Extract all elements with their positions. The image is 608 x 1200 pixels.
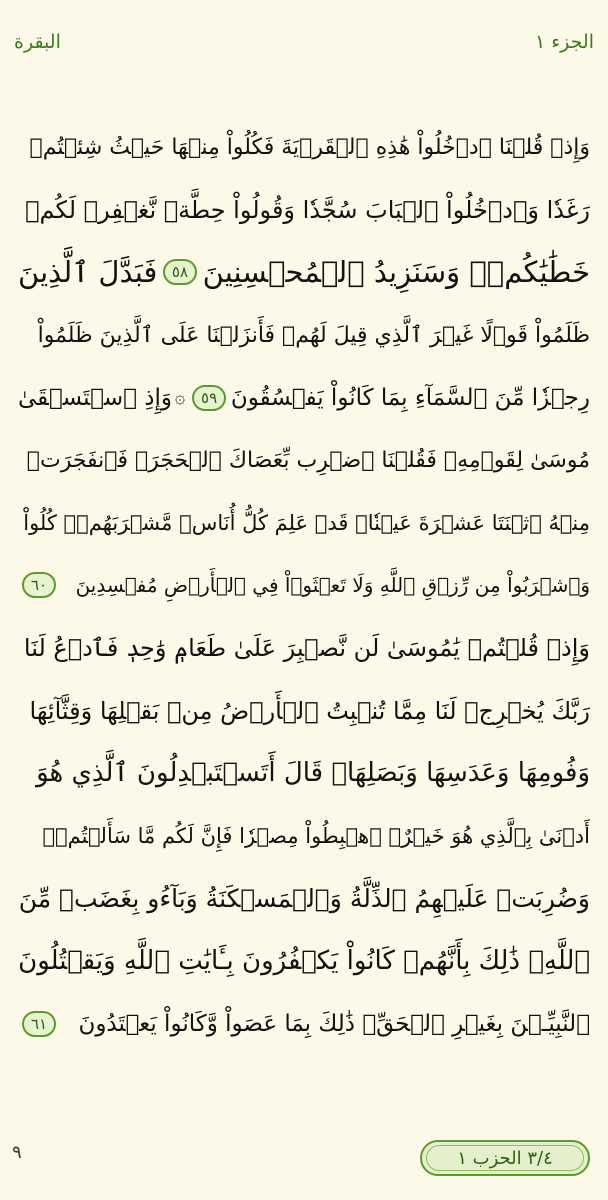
verse-text: مُوسَىٰ لِقَوۡمِهِۦ فَقُلۡنَا ٱضۡرِب بِّعَصَاكَ ٱلۡحَجَرَۖ فَٱنفَجَرَتۡ bbox=[26, 447, 590, 473]
verse-text: رَغَدٗا وَٱدۡخُلُواْ ٱلۡبَابَ سُجَّدٗا وَقُولُواْ حِطَّةٞ نَّغۡفِرۡ لَكُمۡ bbox=[25, 195, 590, 224]
ayah-number-marker: ٦١ bbox=[22, 1011, 56, 1037]
ayah-number-marker: ٥٩ bbox=[192, 385, 226, 411]
ayah-number-marker: ٦٠ bbox=[22, 572, 56, 598]
verse-text: ٱلنَّبِيِّـۧنَ بِغَيۡرِ ٱلۡحَقِّۗ ذَٰلِكَ بِمَا عَصَواْ وَّكَانُواْ يَعۡتَدُونَ bbox=[78, 1010, 590, 1037]
verse-text: مِنۡهُ ٱثۡنَتَا عَشۡرَةَ عَيۡنٗاۖ قَدۡ عَلِمَ كُلُّ أُنَاسٖ مَّشۡرَبَهُمۡۖ كُلُواْ bbox=[23, 510, 590, 535]
verse-text: وَٱشۡرَبُواْ مِن رِّزۡقِ ٱللَّهِ وَلَا تَعۡثَوۡاْ فِي ٱلۡأَرۡضِ مُفۡسِدِينَ bbox=[75, 573, 590, 598]
verse-text: أَدۡنَىٰ بِٱلَّذِي هُوَ خَيۡرٌۚ ٱهۡبِطُواْ مِصۡرٗا فَإِنَّ لَكُم مَّا سَأَلۡتُمۡۗ bbox=[42, 823, 590, 848]
verse-line bbox=[18, 492, 590, 555]
verse-line bbox=[18, 366, 590, 429]
verse-text: وَضُرِبَتۡ عَلَيۡهِمُ ٱلذِّلَّةُ وَٱلۡمَسۡكَنَةُ وَبَآءُو بِغَضَبٖ مِّنَ bbox=[18, 883, 590, 913]
verse-text: ٱللَّهِۗ ذَٰلِكَ بِأَنَّهُمۡ كَانُواْ يَكۡفُرُونَ بِـَٔايَٰتِ ٱللَّهِ وَيَقۡتُلُونَ bbox=[18, 946, 590, 977]
verse-line bbox=[18, 930, 590, 993]
page-number: ٩ bbox=[12, 1142, 22, 1163]
verse-text: وَإِذِ ٱسۡتَسۡقَىٰ bbox=[18, 384, 173, 411]
surah-name: البقرة bbox=[14, 31, 61, 53]
verse-line bbox=[18, 992, 590, 1055]
verse-line bbox=[18, 304, 590, 367]
hizb-marker bbox=[420, 1140, 590, 1176]
verse-text: رَبَّكَ يُخۡرِجۡ لَنَا مِمَّا تُنۢبِتُ ٱلۡأَرۡضُ مِنۢ بَقۡلِهَا وَقِثَّآئِهَا bbox=[29, 696, 590, 725]
verse-line bbox=[18, 867, 590, 930]
verse-text: وَإِذۡ قُلۡتُمۡ يَٰمُوسَىٰ لَن نَّصۡبِرَ عَلَىٰ طَعَامٖ وَٰحِدٖ فَٱدۡعُ لَنَا bbox=[23, 634, 590, 663]
verse-text: فَبَدَّلَ ٱلَّذِينَ bbox=[18, 255, 158, 290]
verse-lines bbox=[18, 116, 590, 1055]
verse-line bbox=[18, 679, 590, 742]
verse-line bbox=[18, 805, 590, 868]
verse-line bbox=[18, 742, 590, 805]
verse-text: وَإِذۡ قُلۡنَا ٱدۡخُلُواْ هَٰذِهِ ٱلۡقَرۡيَةَ فَكُلُواْ مِنۡهَا حَيۡثُ شِئۡتُمۡ bbox=[29, 134, 590, 160]
verse-line bbox=[18, 429, 590, 492]
ayah-number-marker: ٥٨ bbox=[163, 259, 197, 285]
verse-text: رِجۡزٗا مِّنَ ٱلسَّمَآءِ بِمَا كَانُواْ يَفۡسُقُونَ bbox=[230, 384, 590, 411]
verse-text: خَطَٰيَٰكُمۡۚ وَسَنَزِيدُ ٱلۡمُحۡسِنِينَ bbox=[202, 255, 590, 290]
rub-el-hizb-icon: ۞ bbox=[174, 387, 186, 409]
hizb-label: ٣/٤ الحزب ١ bbox=[457, 1147, 553, 1169]
verse-line bbox=[18, 116, 590, 179]
verse-line bbox=[18, 554, 590, 617]
verse-text: ظَلَمُواْ قَوۡلًا غَيۡرَ ٱلَّذِي قِيلَ لَهُمۡ فَأَنزَلۡنَا عَلَى ٱلَّذِينَ ظَلَمُواْ bbox=[37, 322, 590, 348]
verse-line bbox=[18, 617, 590, 680]
juz-label: الجزء ١ bbox=[534, 31, 594, 53]
page-header bbox=[14, 26, 594, 58]
verse-line bbox=[18, 179, 590, 242]
verse-text: وَفُومِهَا وَعَدَسِهَا وَبَصَلِهَاۖ قَالَ أَتَسۡتَبۡدِلُونَ ٱلَّذِي هُوَ bbox=[36, 758, 590, 789]
verse-line bbox=[18, 241, 590, 304]
